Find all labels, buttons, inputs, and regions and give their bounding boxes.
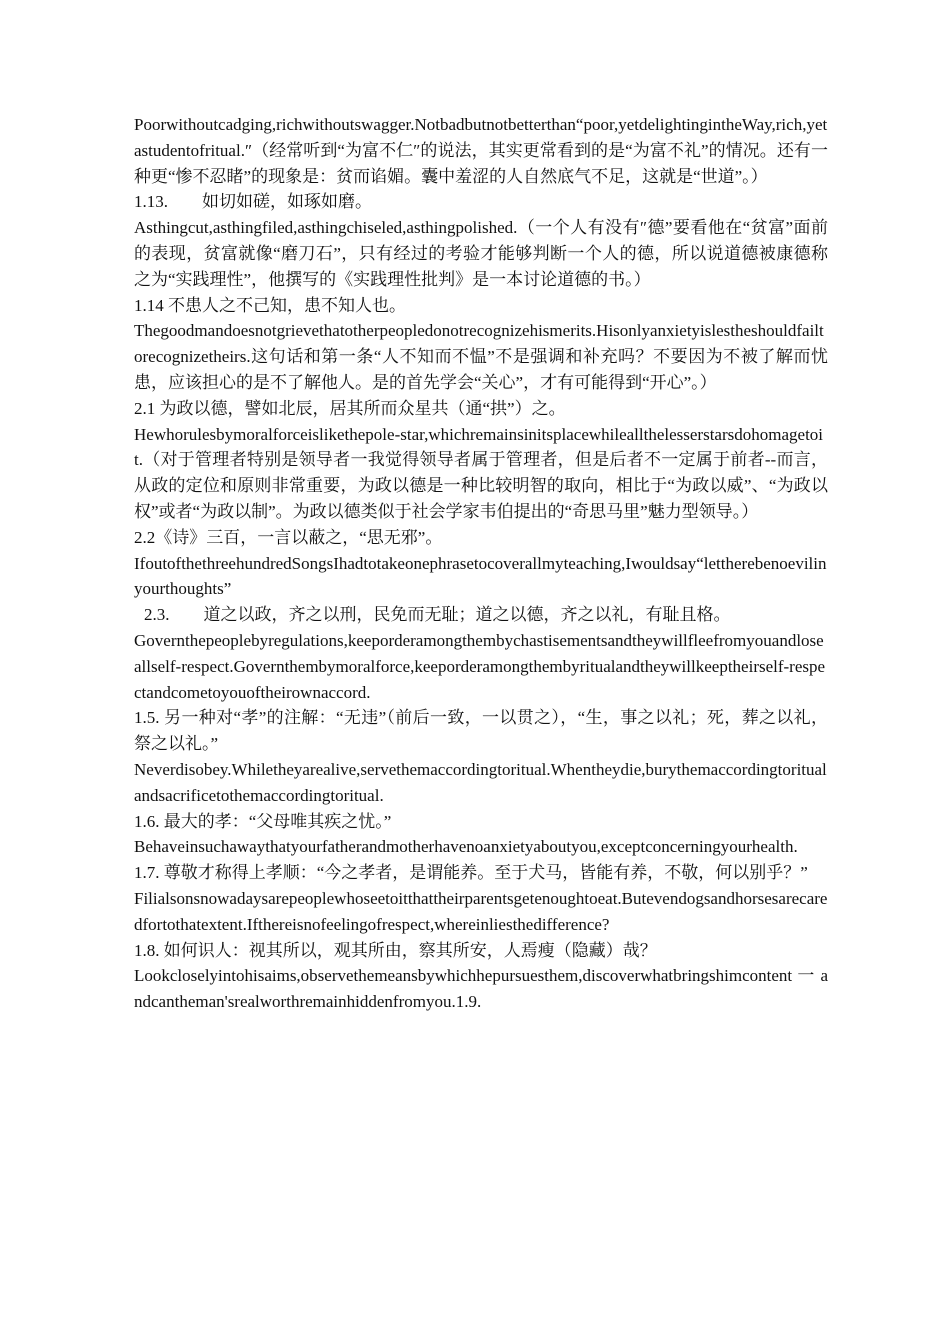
heading-1-7: 1.7. 尊敬才称得上孝顺：“今之孝者，是谓能养。至于犬马，皆能有养，不敬，何以别乎？” — [134, 863, 808, 883]
heading-2-1: 2.1 为政以德，譬如北辰，居其所而众星共（通“拱”）之。 — [134, 398, 566, 418]
paragraph-filial-sons: Filialsonsnowadaysarepeoplewhoseetoitthattheirparentsgetenoughtoeat.Butevendogsandhorsesarecaredfortothatextent.Ifthereisnofeelingofrespect,whereinliesthedifference? — [134, 888, 828, 934]
paragraph-never-disobey: Neverdisobey.Whiletheyarealive,servethemaccordingtoritual.Whentheydie,burythemaccordingtoritualandsacrificetothemaccordingtoritual. — [134, 759, 827, 805]
heading-1-8: 1.8. 如何识人：视其所以，观其所由，察其所安，人焉瘦（隐藏）哉？ — [134, 940, 657, 960]
paragraph-poor-without-cadging: Poorwithoutcadging,richwithoutswagger.Notbadbutnotbetterthan“poor,yetdelightingintheWay,rich,yetastudentofritual.″（经常听到“为富不仁″的说法，其实更常看到的是“为富不礼”的情况。还有一种更“惨不忍睹”的现象是：贫而谄媚。囊中羞涩的人自然底气不足，这就是“世道”。） — [134, 115, 828, 186]
paragraph-govern-the-people: Governthepeoplebyregulations,keeporderamongthembychastisementsandtheywillfleefromyouandloseallself-respect.Governthembymoralforce,keeporderamongthembyritualandtheywillkeeptheirself-respectandcometoyouoftheirownaccord. — [134, 630, 826, 702]
paragraph-as-thing-cut: Asthingcut,asthingfiled,asthingchiseled,asthingpolished.（一个人有没有″德”要看他在“贫富”面前的表现，贫富就像“磨刀石”，只有经过的考验才能够判断一个人的德，所以说道德被康德称之为“实践理性”，他撰写的《实践理性批判》是一本讨论道德的书。） — [134, 218, 828, 289]
paragraph-behave-in-such-a-way: Behaveinsuchawaythatyourfatherandmotherhavenoanxietyaboutyou,exceptconcerningyourhealth. — [134, 837, 798, 857]
heading-2-3: 2.3. 道之以政，齐之以刑，民免而无耻；道之以德，齐之以礼，有耻且格。 — [144, 605, 731, 625]
heading-2-2: 2.2《诗》三百，一言以蔽之，“思无邪”。 — [134, 527, 443, 547]
paragraph-good-man-does-not-grieve: Thegoodmandoesnotgrievethatotherpeopledonotrecognizehismerits.Hisonlyanxietyislestheshouldfailtorecognizetheirs.这句话和第一条“人不知而不愠”不是强调和补充吗？不要因为不被了解而忧患，应该担心的是不了解他人。是的首先学会“关心”，才有可能得到“开心”。） — [134, 321, 828, 392]
document-page — [134, 112, 828, 1015]
heading-1-6: 1.6. 最大的孝：“父母唯其疾之忧。” — [134, 811, 392, 831]
heading-1-14: 1.14 不患人之不己知，患不知人也。 — [134, 295, 406, 315]
paragraph-three-hundred-songs: IfoutofthethreehundredSongsIhadtotakeonephrasetocoverallmyteaching,Iwouldsay“lettherebenoevilinyourthoughts” — [134, 553, 827, 599]
paragraph-look-closely: Lookcloselyintohisaims,observethemeansbywhichhepursuesthem,discoverwhatbringshimcontent 一 andcantheman'srealworthremainhiddenfromyou.1.9. — [134, 966, 828, 1012]
heading-1-5: 1.5. 另一种对“孝”的注解：“无违”（前后一致，一以贯之），“生，事之以礼；死，葬之以礼，祭之以礼。” — [134, 708, 828, 754]
paragraph-pole-star: Hewhorulesbymoralforceislikethepole-star,whichremainsinitsplacewhileallthelesserstarsdohomagetoit.（对于管理者特别是领导者一我觉得领导者属于管理者，但是后者不一定属于前者--而言，从政的定位和原则非常重要，为政以德是一种比较明智的取向，相比于“为政以威”、“为政以权”或者“为政以制”。为政以德类似于社会学家韦伯提出的“奇思马里”魅力型领导。） — [134, 424, 828, 521]
heading-1-13: 1.13. 如切如磋，如琢如磨。 — [134, 192, 372, 212]
